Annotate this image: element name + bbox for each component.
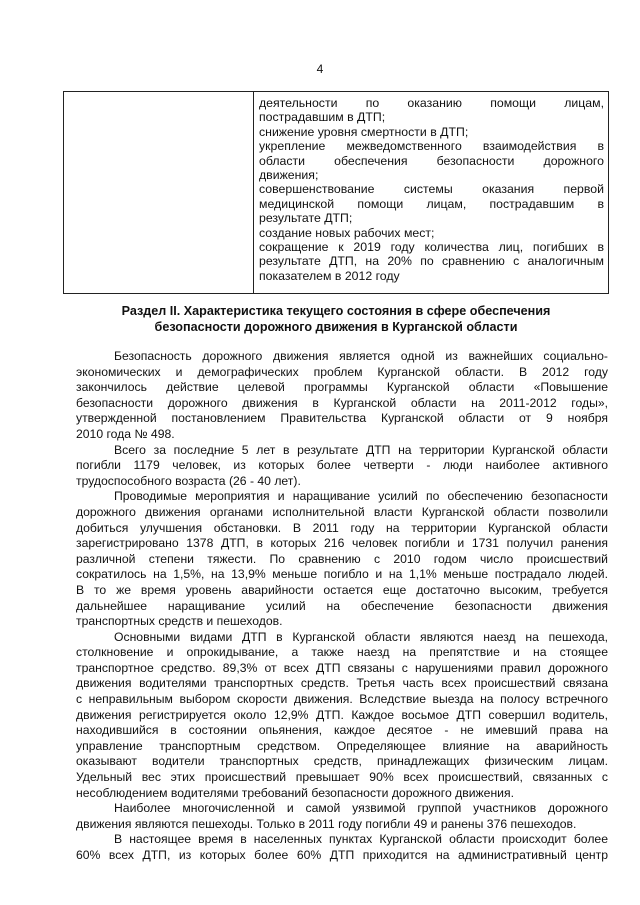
paragraph — [76, 630, 608, 802]
table-line: сокращение к 2019 году количества лиц, погибших в — [259, 240, 604, 255]
paragraph-line: В то же время уровень аварийности остается еще достаточно высоким, требуется — [76, 582, 608, 597]
paragraph-line: столкновение и опрокидывание, а также наезд на препятствие и на стоящее — [76, 645, 608, 660]
goals-table — [63, 91, 609, 294]
paragraph-line: Наиболее многочисленной и самой уязвимой группой участников дорожного — [114, 801, 608, 816]
paragraph-line: В настоящее время в населенных пунктах Курганской области происходит более — [114, 832, 608, 847]
paragraph-line: дальнейшее наращивание усилий на обеспечение безопасности движения — [76, 598, 608, 613]
paragraph-line: добиться улучшения обстановки. В 2011 году на территории Курганской области — [76, 520, 608, 535]
paragraph-line: оказывают водители транспортных средств, принадлежащих физическим лицам. — [76, 754, 608, 769]
table-line: укрепление межведомственного взаимодействия в — [259, 139, 604, 154]
paragraph-line: трудоспособного возраста (26 - 40 лет). — [76, 473, 301, 488]
paragraph-line: несоблюдением водителями требований безопасности дорожного движения. — [76, 785, 514, 800]
paragraph-line: 2010 года № 498. — [76, 426, 175, 441]
paragraph-line: экономических и демографических проблем Курганской области. В 2012 году — [76, 364, 608, 379]
paragraph-line: Основными видами ДТП в Курганской области являются наезд на пешехода, — [114, 629, 608, 644]
table-left-column — [64, 92, 254, 293]
paragraph-line: находившийся в состоянии опьянения, каждое десятое - не имевший права на — [76, 723, 608, 738]
section-title — [63, 303, 609, 335]
paragraph-line: закончилось действие целевой программы Курганской области «Повышение — [76, 380, 608, 395]
paragraph-line: Проводимые мероприятия и наращивание усилий по обеспечению безопасности — [114, 489, 608, 504]
paragraph-line: движения являются пешеходы. Только в 2011 году погибли 49 и ранены 376 пешеходов. — [76, 816, 577, 831]
table-line: совершенствование системы оказания первой — [259, 182, 604, 197]
table-line: движения; — [259, 168, 319, 183]
table-line: области обеспечения безопасности дорожного — [259, 153, 604, 168]
paragraph-line: зарегистрировано 1378 ДТП, в которых 216 человек погибли и 1731 получил ранения — [76, 536, 608, 551]
paragraph-line: Удельный вес этих происшествий превышает 90% всех происшествий, связанных с — [76, 770, 608, 785]
paragraph-line: Всего за последние 5 лет в результате ДТП на территории Курганской области — [114, 442, 608, 457]
table-line: результате ДТП, на 20% по сравнению с аналогичным — [259, 254, 604, 269]
paragraph — [76, 349, 608, 443]
paragraph-line: движения водителями транспортных средств. Третья часть всех происшествий связана — [76, 676, 608, 691]
paragraph-line: управление транспортным средством. Определяющее влияние на аварийность — [76, 738, 608, 753]
table-line: пострадавшим в ДТП; — [259, 110, 386, 125]
paragraph-line: с неправильным выбором скорости движения. Вследствие выезда на полосу встречного — [76, 692, 608, 707]
paragraph-line: утвержденной постановлением Правительства Курганской области от 9 ноября — [76, 411, 608, 426]
table-right-column — [254, 92, 608, 293]
paragraph-line: сократилось на 1,5%, на 13,9% меньше погибло и на 1,1% меньше пострадало людей. — [76, 567, 608, 582]
page-number: 4 — [316, 62, 324, 76]
paragraph — [76, 443, 608, 490]
paragraph — [76, 832, 608, 863]
section-title-line: Раздел II. Характеристика текущего состояния в сфере обеспечения — [121, 304, 551, 318]
table-line: показателем в 2012 году — [259, 268, 400, 283]
paragraph-line: безопасности дорожного движения в Курганской области на 2011-2012 годы», — [76, 395, 608, 410]
paragraph-line: транспортных средств и пешеходов. — [76, 614, 283, 629]
paragraph-line: Безопасность дорожного движения является одной из важнейших социально- — [114, 349, 608, 363]
table-line: медицинской помощи лицам, пострадавшим в — [259, 196, 604, 211]
table-line: создание новых рабочих мест; — [259, 225, 435, 240]
paragraph-line: транспортное средство. 89,3% от всех ДТП связаны с нарушениями правил дорожного — [76, 660, 608, 675]
body-text — [76, 349, 608, 864]
paragraph — [76, 489, 608, 629]
section-title-line: безопасности дорожного движения в Курганской области — [154, 320, 518, 334]
table-line: снижение уровня смертности в ДТП; — [259, 124, 469, 139]
table-line: деятельности по оказанию помощи лицам, — [259, 96, 604, 110]
paragraph — [76, 801, 608, 832]
table-line: результате ДТП; — [259, 211, 353, 226]
paragraph-line: движения регистрируется около 12,9% ДТП. Каждое восьмое ДТП совершил водитель, — [76, 707, 608, 722]
paragraph-line: различной степени тяжести. По сравнению с 2010 годом число происшествий — [76, 551, 608, 566]
paragraph-line: погибли 1179 человек, из которых более четверти - люди наиболее активного — [76, 458, 608, 473]
paragraph-line: 60% всех ДТП, из которых более 60% ДТП приходится на административный центр — [76, 848, 608, 862]
paragraph-line: дорожного движения органами исполнительной власти Курганской области позволили — [76, 504, 608, 519]
